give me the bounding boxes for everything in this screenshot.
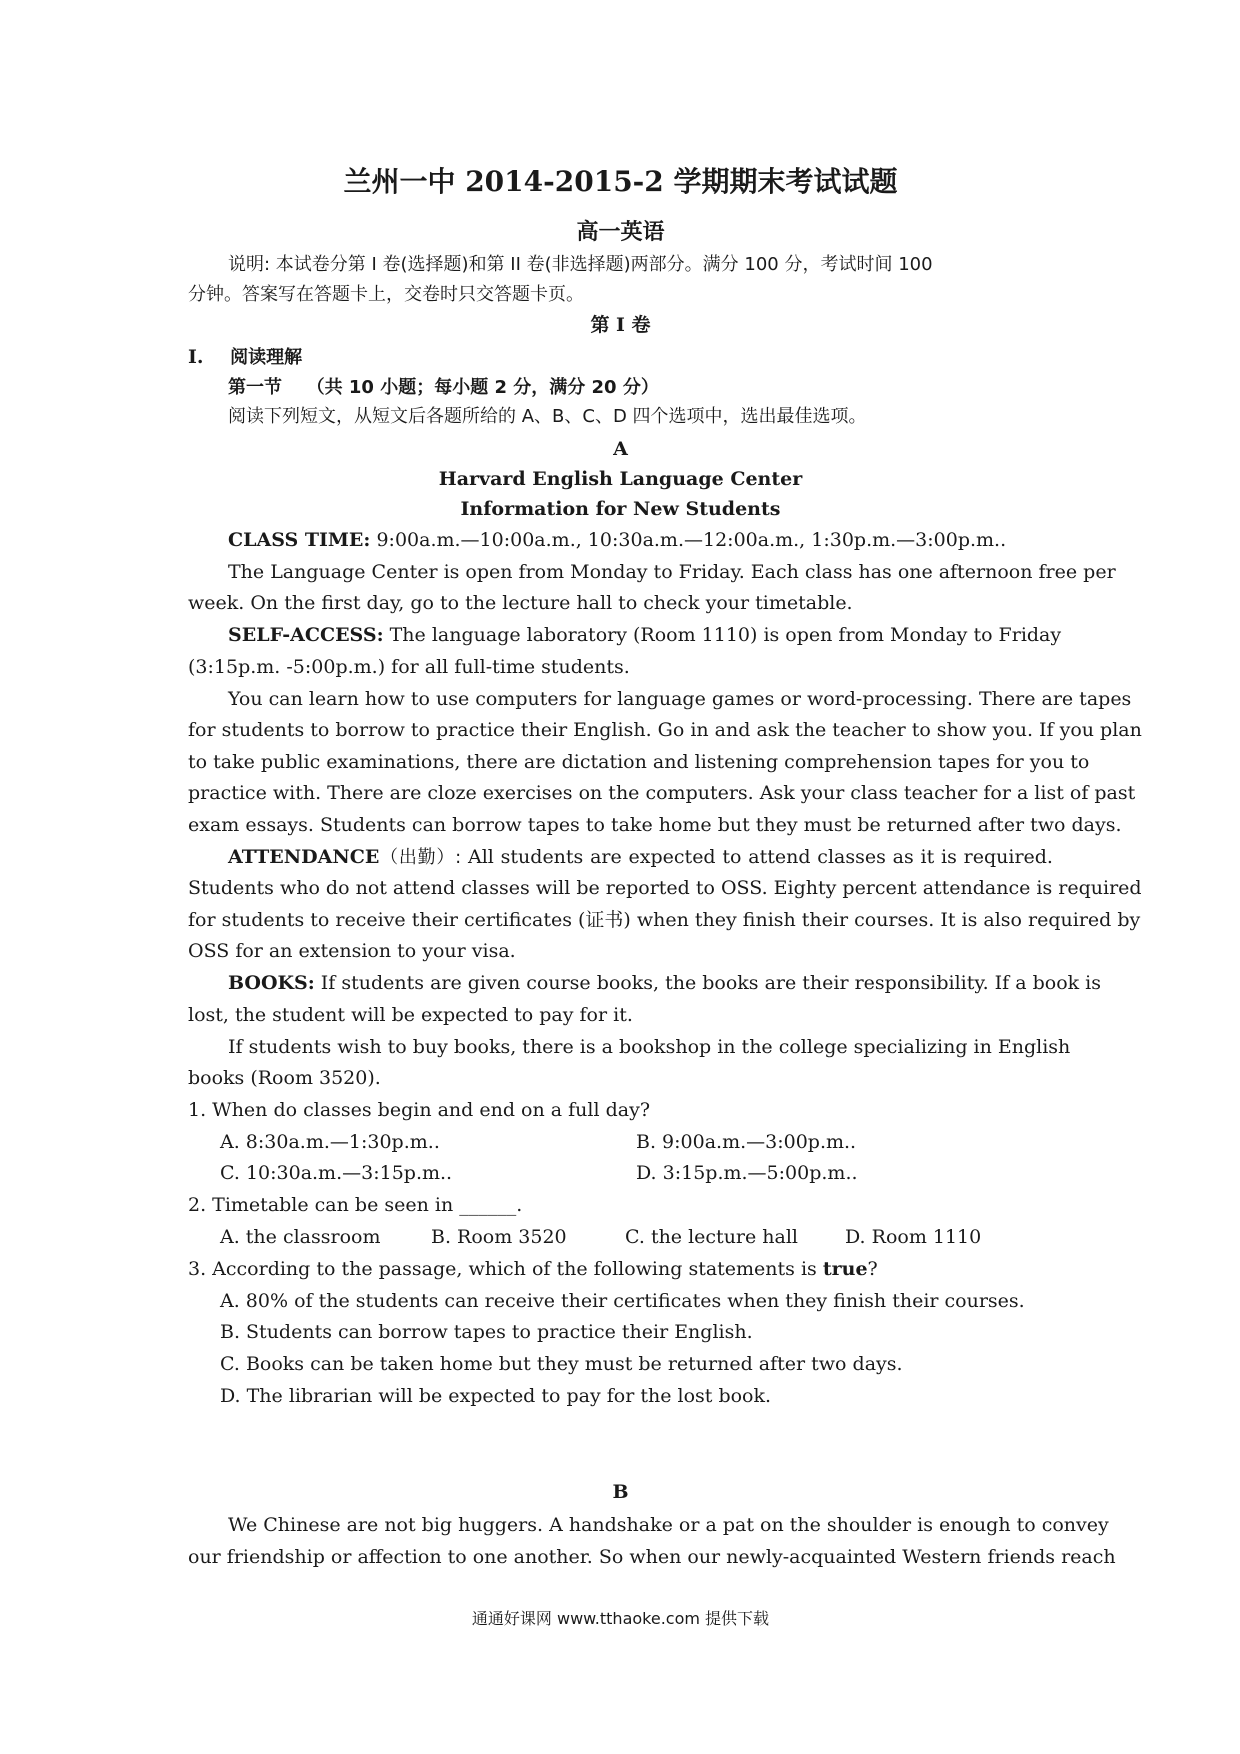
- question-2-option-c: C. the lecture hall: [625, 1226, 799, 1248]
- question-1-option-d: D. 3:15p.m.—5:00p.m..: [636, 1162, 858, 1184]
- part-heading: [228, 374, 1053, 401]
- exam-subject: 高一英语: [576, 219, 665, 245]
- passage-a-subtitle: Information for New Students: [460, 498, 781, 520]
- passage-b-line-1: We Chinese are not big huggers. A handshake or a pat on the shoulder is enough to convey: [228, 1514, 1109, 1536]
- paragraph-3-line-2: books (Room 3520).: [188, 1067, 381, 1089]
- section-heading: [188, 344, 1053, 371]
- passage-b-line-2: our friendship or affection to one another. So when our newly-acquainted Western friends reach: [188, 1546, 1116, 1568]
- self-access-line-1: [228, 622, 1062, 648]
- question-3-option-b: B. Students can borrow tapes to practice their English.: [220, 1321, 753, 1343]
- volume-label: 第 I 卷: [590, 314, 651, 336]
- question-3-option-a: A. 80% of the students can receive their certificates when they finish their courses.: [220, 1290, 1025, 1312]
- class-time-line: [228, 527, 1053, 553]
- paragraph-2-line-5: exam essays. Students can borrow tapes to take home but they must be returned after two days.: [188, 814, 1122, 836]
- question-1-option-a: A. 8:30a.m.—1:30p.m..: [220, 1131, 440, 1153]
- question-3-option-c: C. Books can be taken home but they must be returned after two days.: [220, 1353, 903, 1375]
- question-2-stem: 2. Timetable can be seen in ______.: [188, 1194, 523, 1216]
- instructions-line-1: 说明: 本试卷分第 I 卷(选择题)和第 II 卷(非选择题)两部分。满分 100 分，考试时间 100: [228, 254, 933, 275]
- part-label: 第一节: [228, 377, 282, 398]
- question-1-option-c: C. 10:30a.m.—3:15p.m..: [220, 1162, 453, 1184]
- instructions-line-2: 分钟。答案写在答题卡上，交卷时只交答题卡页。: [188, 284, 584, 305]
- question-3-option-d: D. The librarian will be expected to pay for the lost book.: [220, 1385, 772, 1407]
- books-line-1: [228, 970, 1102, 996]
- books-label: BOOKS:: [228, 972, 315, 994]
- class-time-text: 9:00a.m.—10:00a.m., 10:30a.m.—12:00a.m., 1:30p.m.—3:00p.m..: [370, 529, 1007, 551]
- paragraph-2-line-3: to take public examinations, there are dictation and listening comprehension tapes for you to: [188, 751, 1090, 773]
- passage-a-letter: A: [613, 438, 628, 460]
- attendance-line-3: for students to receive their certificates (证书) when they finish their courses. It is also required by: [188, 909, 1141, 931]
- books-text: If students are given course books, the books are their responsibility. If a book is: [314, 972, 1102, 994]
- question-2-option-a: A. the classroom: [220, 1226, 381, 1248]
- passage-a-title: Harvard English Language Center: [438, 468, 803, 490]
- attendance-cn: （出勤）:: [379, 847, 462, 868]
- page-footer: 通通好课网 www.tthaoke.com 提供下载: [471, 1609, 770, 1628]
- question-1-stem: 1. When do classes begin and end on a full day?: [188, 1099, 651, 1121]
- paragraph-2-line-1: You can learn how to use computers for language games or word-processing. There are tapes: [228, 688, 1132, 710]
- question-1-option-b: B. 9:00a.m.—3:00p.m..: [636, 1131, 857, 1153]
- attendance-label: ATTENDANCE: [228, 846, 380, 868]
- question-3-stem-bold: true: [822, 1258, 868, 1280]
- part-info: （共 10 小题；每小题 2 分，满分 20 分）: [306, 377, 659, 398]
- self-access-text: The language laboratory (Room 1110) is open from Monday to Friday: [383, 624, 1062, 646]
- paragraph-2-line-2: for students to borrow to practice their English. Go in and ask the teacher to show you. If you plan: [188, 719, 1142, 741]
- exam-title: 兰州一中 2014-2015-2 学期期末考试试题: [343, 165, 898, 198]
- question-3-stem: [188, 1256, 1053, 1282]
- section-number: I.: [188, 346, 204, 368]
- question-2-option-d: D. Room 1110: [845, 1226, 982, 1248]
- question-3-stem-post: ?: [867, 1258, 878, 1280]
- self-access-label: SELF-ACCESS:: [228, 624, 384, 646]
- question-3-stem-pre: 3. According to the passage, which of the following statements is: [188, 1258, 823, 1280]
- paragraph-3-line-1: If students wish to buy books, there is a bookshop in the college specializing in English: [228, 1036, 1071, 1058]
- section-name: 阅读理解: [230, 347, 303, 368]
- paragraph-2-line-4: practice with. There are cloze exercises on the computers. Ask your class teacher for a list of past: [188, 782, 1136, 804]
- self-access-line-2: (3:15p.m. -5:00p.m.) for all full-time students.: [188, 656, 630, 678]
- books-line-2: lost, the student will be expected to pay for it.: [188, 1004, 633, 1026]
- passage-b-letter: B: [612, 1481, 629, 1503]
- paragraph-1-line-1: The Language Center is open from Monday to Friday. Each class has one afternoon free per: [228, 561, 1116, 583]
- attendance-line-1: [228, 844, 1053, 871]
- question-2-option-b: B. Room 3520: [431, 1226, 567, 1248]
- directions: 阅读下列短文，从短文后各题所给的 A、B、C、D 四个选项中，选出最佳选项。: [228, 406, 867, 427]
- attendance-line-2: Students who do not attend classes will be reported to OSS. Eighty percent attendance is required: [188, 877, 1142, 899]
- class-time-label: CLASS TIME:: [228, 529, 371, 551]
- paragraph-1-line-2: week. On the first day, go to the lecture hall to check your timetable.: [188, 592, 853, 614]
- attendance-text: All students are expected to attend classes as it is required.: [461, 846, 1053, 868]
- attendance-line-4: OSS for an extension to your visa.: [188, 940, 516, 962]
